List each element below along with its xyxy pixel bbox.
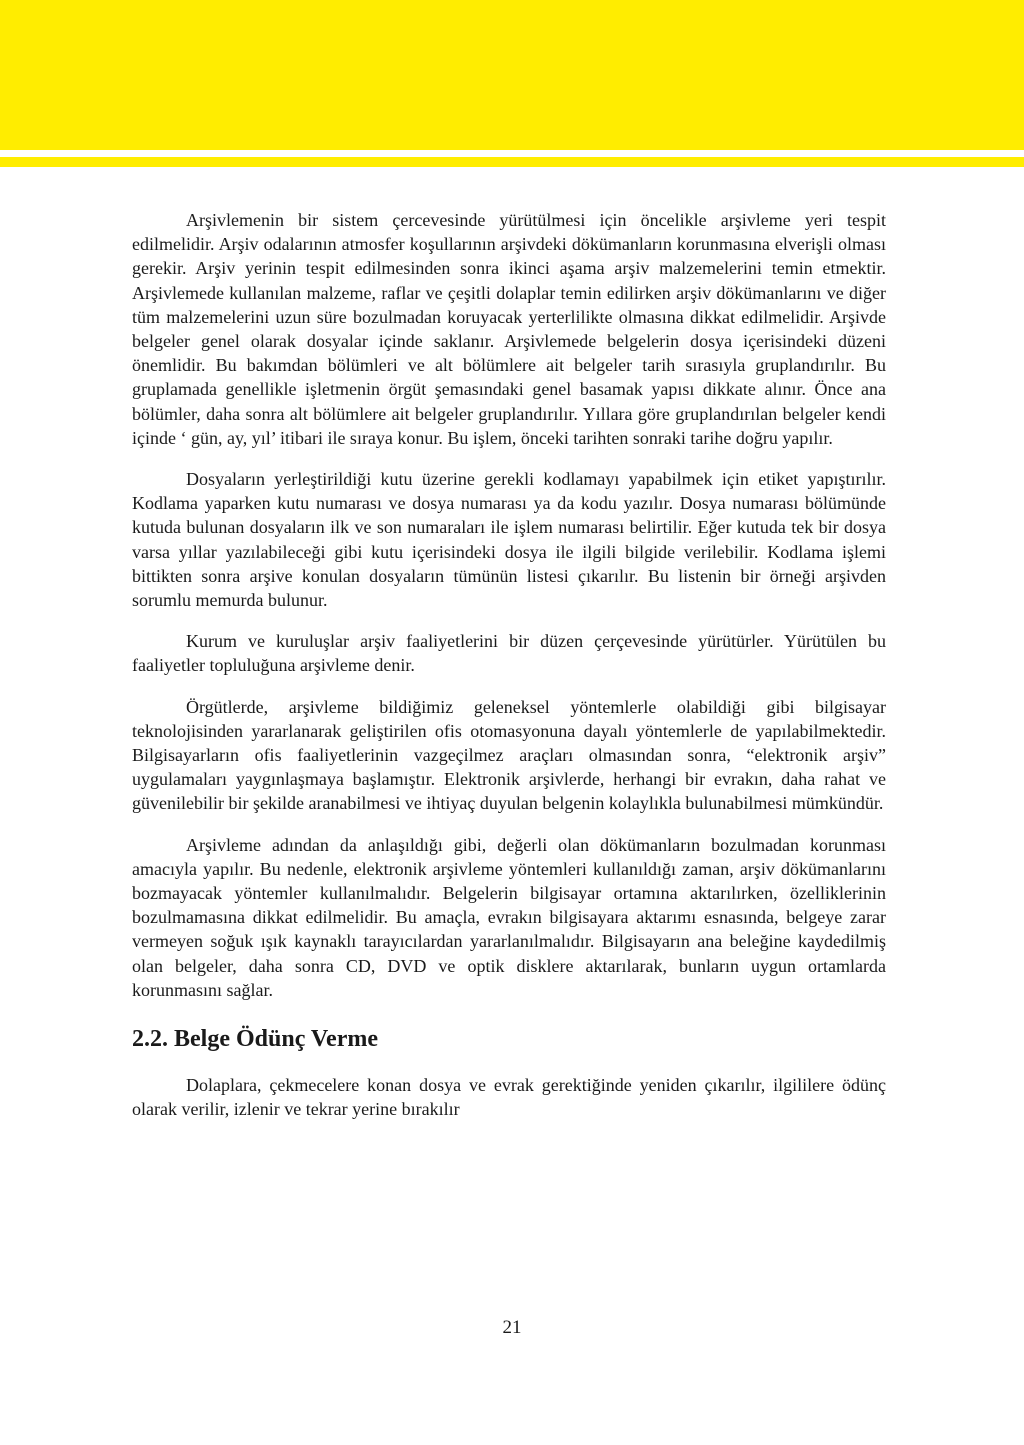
page-body [132,208,886,1139]
paragraph-lending: Dolaplara, çekmecelere konan dosya ve evrak gerektiğinde yeniden çıkarılır, ilgililere ödünç olarak verilir, izlenir ve tekrar yerine bırakılır [132,1075,886,1120]
paragraph-preservation: Arşivleme adından da anlaşıldığı gibi, değerli olan dökümanların bozulmadan korunması amacıyla yapılır. Bu nedenle, elektronik arşivleme yöntemleri kullanıldığı zaman, arşiv dökümanlarını bozmayacak yöntemler kullanılmalıdır. Belgelerin bilgisayar ortamına aktarılırken, özelliklerinin bozulmamasına dikkat edilmelidir. Bu amaçla, evrakın bilgisayara aktarımı esnasında, belgeye zarar vermeyen soğuk ışık kaynaklı tarayıcılardan yararlanılmalıdır. Bilgisayarın ana beleğine kaydedilmiş olan belgeler, daha sonra CD, DVD ve optik disklere aktarılarak, bunların uygun ortamlarda korunmasını sağlar. [132,834,886,1000]
header-stripe [0,157,1024,167]
paragraph-box-labeling: Dosyaların yerleştirildiği kutu üzerine gerekli kodlamayı yapabilmek için etiket yapıştırılır. Kodlama yaparken kutu numarası ve dosya numarası ya da kodu yazılır. Dosya numarası bölümünde kutuda bulunan dosyaların ilk ve son numaraları ile işlem numarası belirtilir. Eğer kutuda tek bir dosya varsa yıllar yazılabileceği gibi kutu içerisindeki dosya ile ilgili bilgide verilebilir. Kodlama işlemi bittikten sonra arşive konulan dosyaların tümünün listesi çıkarılır. Bu listenin bir örneği arşivden sorumlu memurda bulunur. [132,469,886,611]
section-heading: 2.2. Belge Ödünç Verme [132,1026,378,1053]
page-number: 21 [502,1317,522,1338]
paragraph-archive-setup: Arşivlemenin bir sistem çercevesinde yürütülmesi için öncelikle arşivleme yeri tespit edilmelidir. Arşiv odalarının atmosfer koşullarının arşivdeki dökümanların korunmasına elverişli olması gerekir. Arşiv yerinin tespit edilmesinden sonra ikinci aşama arşiv malzemelerini temin etmektir. Arşivlemede kullanılan malzeme, raflar ve çeşitli dolaplar temin edilirken arşiv dökümanlarını ve diğer tüm malzemelerini uzun süre bozulmadan koruyacak yerterlilikte olmasına dikkat edilmelidir. Arşivde belgeler genel olarak dosyalar içinde saklanır. Arşivlemede belgelerin dosya içerisindeki düzeni önemlidir. Bu bakımdan bölümleri ve alt bölümlere ait belgeler tarih sırasıyla gruplandırılır. Bu gruplamada genellikle işletmenin örgüt şemasındaki genel basamak yapısı dikkate alınır. Önce ana bölümler, daha sonra alt bölümlere ait belgeler gruplandırılır. Yıllara göre gruplandırılan belgeler kendi içinde ‘ gün, ay, yıl’ itibari ile sıraya konur. Bu işlem, önceki tarihten sonraki tarihe doğru yapılır. [132,210,886,448]
header-band [0,0,1024,150]
paragraph-electronic-archive: Örgütlerde, arşivleme bildiğimiz geleneksel yöntemlerle olabildiği gibi bilgisayar teknolojisinden yararlanarak geliştirilen ofis otomasyonuna dayalı yöntemlerle de yapılabilmektedir. Bilgisayarların ofis faaliyetlerinin vazgeçilmez araçları olmasından sonra, “elektronik arşiv” uygulamaları yaygınlaşmaya başlamıştır. Elektronik arşivlerde, herhangi bir evrakın, daha rahat ve güvenilebilir bir şekilde aranabilmesi ve ihtiyaç duyulan belgenin kolaylıkla bulunabilmesi mümkündür. [132,696,886,814]
paragraph-archiving-definition: Kurum ve kuruluşlar arşiv faaliyetlerini bir düzen çerçevesinde yürütürler. Yürütülen bu faaliyetler topluluğuna arşivleme denir. [132,631,886,676]
